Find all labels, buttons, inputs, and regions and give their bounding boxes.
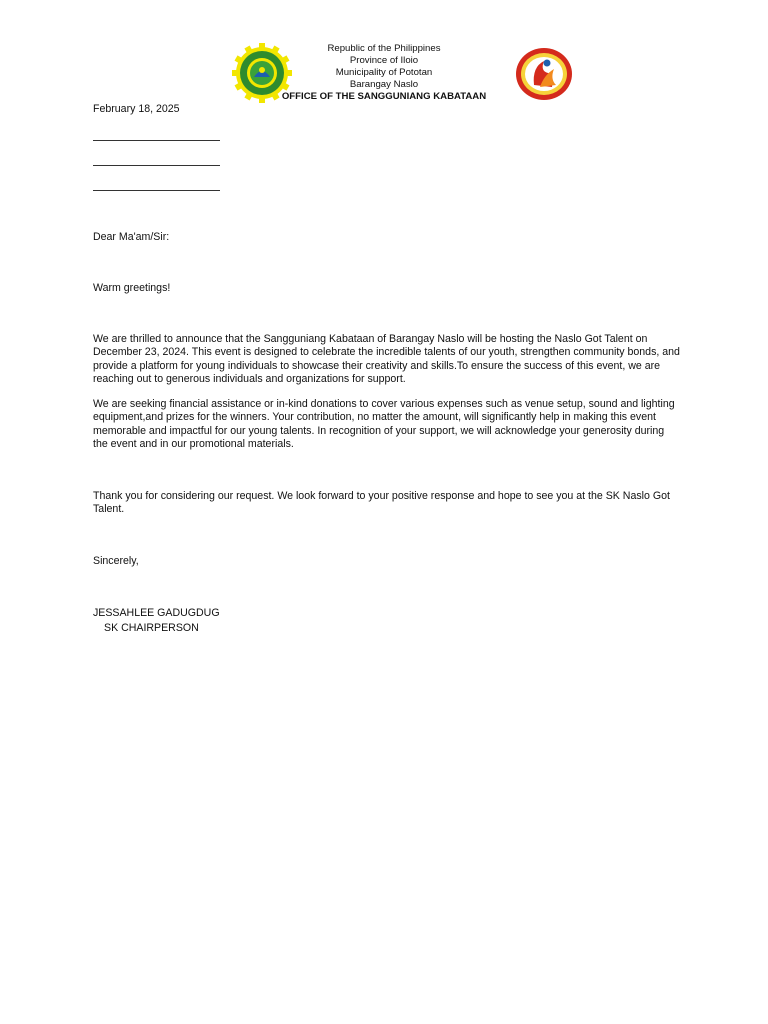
- body-paragraph-1: We are thrilled to announce that the Sangguniang Kabataan of Barangay Naslo will be hosting the Naslo Got Talent on December 23, 2024. This event is designed to celebrate the incredible talents of our youth, strengthen community bonds, and provide a platform for young individuals to showcase their creativity and skills.To ensure the success of this event, we are reaching out to generous individuals and organizations for support.: [93, 333, 680, 386]
- closing: Sincerely,: [93, 555, 139, 567]
- letterhead: [264, 43, 504, 103]
- recipient-name-blank: [93, 140, 220, 141]
- recipient-address-blank: [93, 190, 220, 191]
- letter-date: February 18, 2025: [93, 103, 180, 115]
- letterhead-barangay: Barangay Naslo: [349, 79, 419, 90]
- letterhead-country: Republic of the Philippines: [327, 43, 441, 54]
- body-paragraph-2: We are seeking financial assistance or in-kind donations to cover various expenses such as venue setup, sound and lighting equipment,and prizes for the winners. Your contribution, no matter the amount, will significantly help in making this event memorable and impactful for our young talents. In recognition of your support, we will acknowledge your generosity during the event and in our promotional materials.: [93, 398, 675, 451]
- salutation: Dear Ma'am/Sir:: [93, 231, 170, 243]
- letterhead-province: Province of Iloio: [349, 55, 419, 66]
- signer-name: JESSAHLEE GADUGDUG: [93, 607, 220, 619]
- letterhead-municipality: Municipality of Pototan: [335, 67, 433, 78]
- body-paragraph-3: Thank you for considering our request. We look forward to your positive response and hope to see you at the SK Naslo Got Talent.: [93, 490, 670, 516]
- sk-logo-icon: [514, 47, 574, 101]
- letterhead-office: OFFICE OF THE SANGGUNIANG KABATAAN: [281, 91, 487, 102]
- recipient-position-blank: [93, 165, 220, 166]
- greeting: Warm greetings!: [93, 282, 171, 294]
- signer-title: SK CHAIRPERSON: [104, 622, 199, 634]
